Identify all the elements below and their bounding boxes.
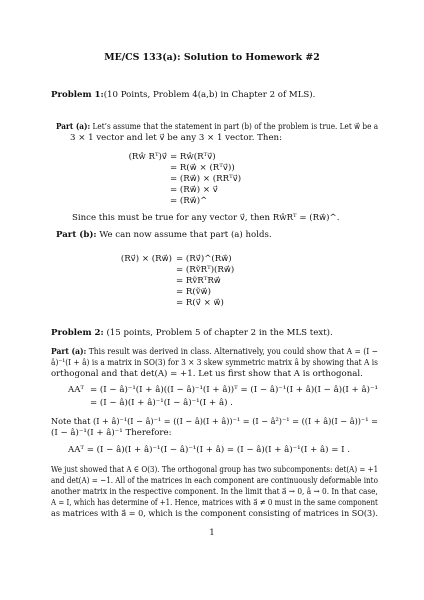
p2a-note-line: Note that (I + â)⁻¹(I − â)⁻¹ = ((I − â)(I + â))⁻¹ = (I − â²)⁻¹ = ((I + â)(I − â))⁻¹ = xyxy=(51,417,378,427)
p2a-para2-line: We just showed that A ∈ O(3). The orthogonal group has two subcomponents: det(A) = +1 xyxy=(51,465,379,475)
p1a-label: Part (a): xyxy=(56,122,91,132)
problem1-heading-text: (10 Points, Problem 4(a,b) in Chapter 2 of MLS). xyxy=(103,90,316,100)
p2a-para2-line: A = I, which has determine of +1. Hence, matrices with a⃗ ≠ 0 must in the same component xyxy=(51,498,378,508)
problem1-heading xyxy=(51,90,315,101)
p2a-eq1-line: = (I − â)⁻¹(I + â)((I − â)⁻¹(I + â))ᵀ = (I − â)⁻¹(I + â)(I − â)(I + â)⁻¹ xyxy=(90,385,378,395)
problem2-label: Problem 2: xyxy=(51,328,104,338)
p1b-eq-lhs: (Rv⃗) × (Rw⃗) xyxy=(120,254,172,264)
problem2-heading-text: (15 points, Problem 5 of chapter 2 in the MLS text). xyxy=(106,328,333,338)
p2a-para1-line xyxy=(51,347,378,358)
p2a-para1-text: This result was derived in class. Alternatively, you could show that A = (I − xyxy=(88,347,378,357)
p2a-note-line: (I − â)⁻¹(I + â)⁻¹ Therefore: xyxy=(51,428,172,438)
p1b-eq-line: = (Rv⃗)^(Rw⃗) xyxy=(176,254,232,264)
p1a-eq-line: = R(w⃗ × (Rᵀv⃗)) xyxy=(170,163,235,173)
p2a-eq1-line: = (I − â)(I + â)⁻¹(I − â)⁻¹(I + â) . xyxy=(90,398,233,408)
p1b-line1 xyxy=(56,230,272,241)
p1a-eq-lhs: (Rŵ Rᵀ)v⃗ xyxy=(128,152,167,162)
page-number: 1 xyxy=(209,528,215,538)
p1a-eq-line: = (Rw⃗)^ xyxy=(170,196,208,206)
p2a-para1-line: â)⁻¹(I + â) is a matrix in SO(3) for 3 × 3 skew symmetric matrix â by showing that A is xyxy=(51,358,378,368)
p2a-para2-line: as matrices with a⃗ = 0, which is the component consisting of matrices in SO(3). xyxy=(51,509,378,519)
p1b-eq-line: = R(v⃗ × w⃗) xyxy=(176,298,224,308)
p1b-eq-line: = R(ṽw⃗) xyxy=(176,287,211,297)
p1a-line1 xyxy=(56,122,378,133)
p2a-para2-line: another matrix in the respective component. In the limit that a⃗ → 0, â → 0. In that case, xyxy=(51,487,378,497)
p1b-label: Part (b): xyxy=(56,230,97,240)
problem1-label: Problem 1: xyxy=(51,90,104,100)
p2a-eq2: AAᵀ = (I − â)(I + â)⁻¹(I − â)⁻¹(I + â) = (I − â)(I + â)⁻¹(I + â) = I . xyxy=(68,445,351,455)
p1a-eq-line: = Rŵ(Rᵀv⃗) xyxy=(170,152,216,162)
p1a-text1: Let’s assume that the statement in part (b) of the problem is true. Let w⃗ be a xyxy=(92,122,379,132)
p2a-label: Part (a): xyxy=(51,347,87,357)
p1a-eq-line: = (Rw⃗) × (RRᵀv⃗) xyxy=(170,174,242,184)
p1b-eq-line: = (RṽRᵀ)(Rw⃗) xyxy=(176,265,235,275)
problem2-heading xyxy=(51,328,333,339)
p1a-line2: 3 × 1 vector and let v⃗ be any 3 × 1 vector. Then: xyxy=(70,133,282,143)
p2a-para2-line: and det(A) = −1. All of the matrices in each component are continuously deformable into xyxy=(51,476,378,486)
p1a-eq-line: = (Rw⃗) × v⃗ xyxy=(170,185,218,195)
p2a-eq1-lhs: AAᵀ xyxy=(68,385,85,395)
p1b-text1: We can now assume that part (a) holds. xyxy=(99,230,272,240)
p1b-eq-line: = RṽRᵀRw⃗ xyxy=(176,276,221,286)
p2a-para1-line: orthogonal and that det(A) = +1. Let us first show that A is orthogonal. xyxy=(51,369,363,379)
p1a-conclusion: Since this must be true for any vector v⃗, then RŵRᵀ = (Rw⃗)^. xyxy=(72,213,340,223)
document-title: ME/CS 133(a): Solution to Homework #2 xyxy=(104,52,320,63)
